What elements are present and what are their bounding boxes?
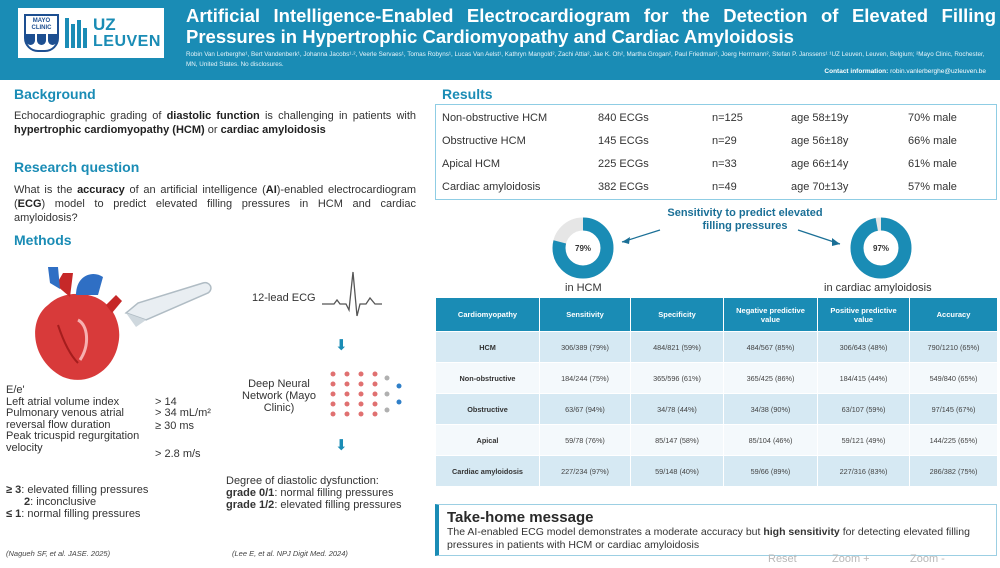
table-cell: 549/840 (65%): [910, 363, 998, 394]
zoom-out-button[interactable]: Zoom -: [910, 553, 945, 565]
heart-echo-illustration: [18, 265, 218, 385]
criterion-label: Peak tricuspid regurgitation velocity: [6, 430, 140, 454]
ultrasound-probe-icon: [126, 283, 211, 327]
table-cell: 184/415 (44%): [818, 363, 910, 394]
table-cell: 59/78 (76%): [540, 425, 631, 456]
table-cell: 365/425 (86%): [724, 363, 818, 394]
author-list: Robin Van Lerberghe¹, Bert Vandenberk¹, Johanna Jacobs¹·², Veerle Servaes¹, Tomas Robyns¹, Lucas Van Aelst¹, Kathryn Mangold², Zachi Attia², Jae K. Oh², Martha Grogan², Paul Friedman², Joerg Herrmann², Stefan P. Janssens¹ ¹UZ Leuven, Leuven, Belgium; ²Mayo Clinic, Rochester, MN, United States. No disclosures.: [186, 51, 985, 68]
research-question-heading: Research question: [14, 159, 140, 175]
table-cell: 59/66 (89%): [724, 456, 818, 487]
table-cell: 484/567 (85%): [724, 332, 818, 363]
grading-rule: ≥ 3: elevated filling pressures: [6, 484, 149, 496]
table-cell: 63/67 (94%): [540, 394, 631, 425]
table-cell: 63/107 (59%): [818, 394, 910, 425]
table-row: [436, 456, 998, 487]
table-cell: 34/38 (90%): [724, 394, 818, 425]
table-cell: 286/382 (75%): [910, 456, 998, 487]
table-header-row: [436, 298, 998, 332]
table-cell: 59/121 (49%): [818, 425, 910, 456]
echo-criteria-labels: [6, 385, 156, 454]
contact-info: [824, 68, 986, 75]
logos: [18, 8, 164, 58]
table-cell: 34/78 (44%): [631, 394, 724, 425]
table-cell: 365/596 (61%): [631, 363, 724, 394]
contact-label: Contact information:: [824, 68, 889, 75]
sensitivity-title: Sensitivity to predict elevated filling pressures: [667, 207, 823, 232]
criterion-label: Left atrial volume index: [6, 395, 120, 408]
table-row: [436, 363, 998, 394]
table-cell: 59/148 (40%): [631, 456, 724, 487]
mayo-shields-icon: [26, 34, 57, 45]
table-cell: 85/147 (58%): [631, 425, 724, 456]
donut-amyloidosis: [857, 224, 905, 272]
row-header-cell: Non-obstructive: [436, 363, 540, 394]
column-header: Cardiomyopathy: [436, 298, 540, 332]
mayo-logo-text-1: MAYO: [32, 18, 51, 24]
criterion-value: > 14: [155, 396, 177, 408]
table-cell: 306/643 (48%): [818, 332, 910, 363]
uz-leuven-icon: [65, 18, 87, 48]
contact-email[interactable]: robin.vanlerberghe@uzleuven.be: [890, 68, 986, 75]
column-header: Sensitivity: [540, 298, 631, 332]
cohort-table: [435, 104, 997, 200]
cohort-row: Obstructive HCM 145 ECGs n=29 age 56±18y 66% male: [442, 135, 957, 147]
arrow-down-icon: ⬇: [335, 337, 348, 354]
donut-caption-hcm: in HCM: [565, 282, 602, 294]
heart-icon: [35, 267, 122, 380]
poster-header: [0, 0, 1000, 80]
reference-right: (Lee E, et al. NPJ Digit Med. 2024): [232, 549, 348, 558]
table-cell: 227/316 (83%): [818, 456, 910, 487]
table-cell: 85/104 (46%): [724, 425, 818, 456]
grading-rule: 2: inconclusive: [24, 496, 97, 508]
criterion-label: E/e': [6, 384, 25, 396]
diastolic-dysfunction-grades: [226, 475, 426, 511]
background-text: Echocardiographic grading of diastolic function is challenging in patients with hypertrophic cardiomyopathy (HCM) or cardiac amyloidosis: [14, 110, 417, 136]
column-header: Positive predictive value: [818, 298, 910, 332]
sensitivity-donuts: [530, 208, 930, 292]
row-header-cell: Obstructive: [436, 394, 540, 425]
uz-logo-text-2: LEUVEN: [93, 33, 161, 50]
mayo-clinic-logo: [24, 14, 59, 52]
cohort-row: Apical HCM 225 ECGs n=33 age 66±14y 61% male: [442, 158, 957, 170]
take-home-box: [435, 504, 997, 556]
criterion-value: > 34 mL/m²: [155, 407, 211, 419]
donut-value-label: 79%: [574, 244, 592, 253]
grading-rule: ≤ 1: normal filling pressures: [6, 508, 141, 520]
donut-value-label: 97%: [872, 244, 890, 253]
column-header: Accuracy: [910, 298, 998, 332]
take-home-heading: Take-home message: [447, 509, 594, 526]
table-cell: 184/244 (75%): [540, 363, 631, 394]
poster-title: Artificial Intelligence-Enabled Electrocardiogram for the Detection of Elevated Filling Pressures in Hypertrophic Cardiomyopathy and Cardiac Amyloidosis: [186, 5, 996, 47]
uz-logo-text-1: UZ: [93, 15, 116, 34]
column-header: Negative predictive value: [724, 298, 818, 332]
criterion-value: > 2.8 m/s: [155, 448, 201, 460]
ecg-label: 12-lead ECG: [252, 292, 316, 304]
row-header-cell: Cardiac amyloidosis: [436, 456, 540, 487]
degree-title: Degree of diastolic dysfunction:: [226, 475, 379, 487]
table-cell: 227/234 (97%): [540, 456, 631, 487]
methods-heading: Methods: [14, 232, 72, 248]
reference-left: (Nagueh SF, et al. JASE. 2025): [6, 549, 111, 558]
row-header-cell: Apical: [436, 425, 540, 456]
ecg-waveform-icon: [322, 270, 382, 320]
grading-rules: [6, 484, 148, 520]
cohort-row: Non-obstructive HCM 840 ECGs n=125 age 58±19y 70% male: [442, 112, 957, 124]
donut-caption-amyloidosis: in cardiac amyloidosis: [824, 282, 932, 294]
arrow-down-icon: ⬇: [335, 437, 348, 454]
donut-hcm: [559, 224, 607, 272]
criterion-label: Pulmonary venous atrial reversal flow duration: [6, 407, 125, 431]
cohort-row: Cardiac amyloidosis 382 ECGs n=49 age 70±13y 57% male: [442, 181, 957, 193]
mayo-logo-text-2: CLINIC: [31, 25, 52, 31]
table-row: [436, 332, 998, 363]
criterion-value: ≥ 30 ms: [155, 420, 195, 432]
uz-leuven-logo: [93, 16, 161, 50]
dnn-label: Deep Neural Network (Mayo Clinic): [242, 378, 316, 414]
neural-network-icon: [325, 366, 405, 422]
research-question-text: What is the accuracy of an artificial intelligence (AI)-enabled electrocardiogram (ECG) model to predict elevated filling pressures in HCM and cardiac amyloidosis?: [14, 184, 416, 224]
table-cell: 97/145 (67%): [910, 394, 998, 425]
table-cell: 306/389 (79%): [540, 332, 631, 363]
results-heading: Results: [442, 86, 493, 102]
table-cell: 144/225 (65%): [910, 425, 998, 456]
degree-item: grade 1/2: elevated filling pressures: [226, 499, 402, 511]
table-row: [436, 425, 998, 456]
column-header: Specificity: [631, 298, 724, 332]
reset-button[interactable]: Reset: [768, 553, 797, 565]
zoom-in-button[interactable]: Zoom +: [832, 553, 870, 565]
background-heading: Background: [14, 86, 96, 102]
table-row: [436, 394, 998, 425]
degree-item: grade 0/1: normal filling pressures: [226, 487, 394, 499]
row-header-cell: HCM: [436, 332, 540, 363]
take-home-text: The AI-enabled ECG model demonstrates a moderate accuracy but high sensitivity for detecting elevated filling pressures in patients with HCM or cardiac amyloidosis: [447, 526, 970, 551]
table-cell: 484/821 (59%): [631, 332, 724, 363]
performance-table: [435, 297, 998, 487]
table-cell: 790/1210 (65%): [910, 332, 998, 363]
